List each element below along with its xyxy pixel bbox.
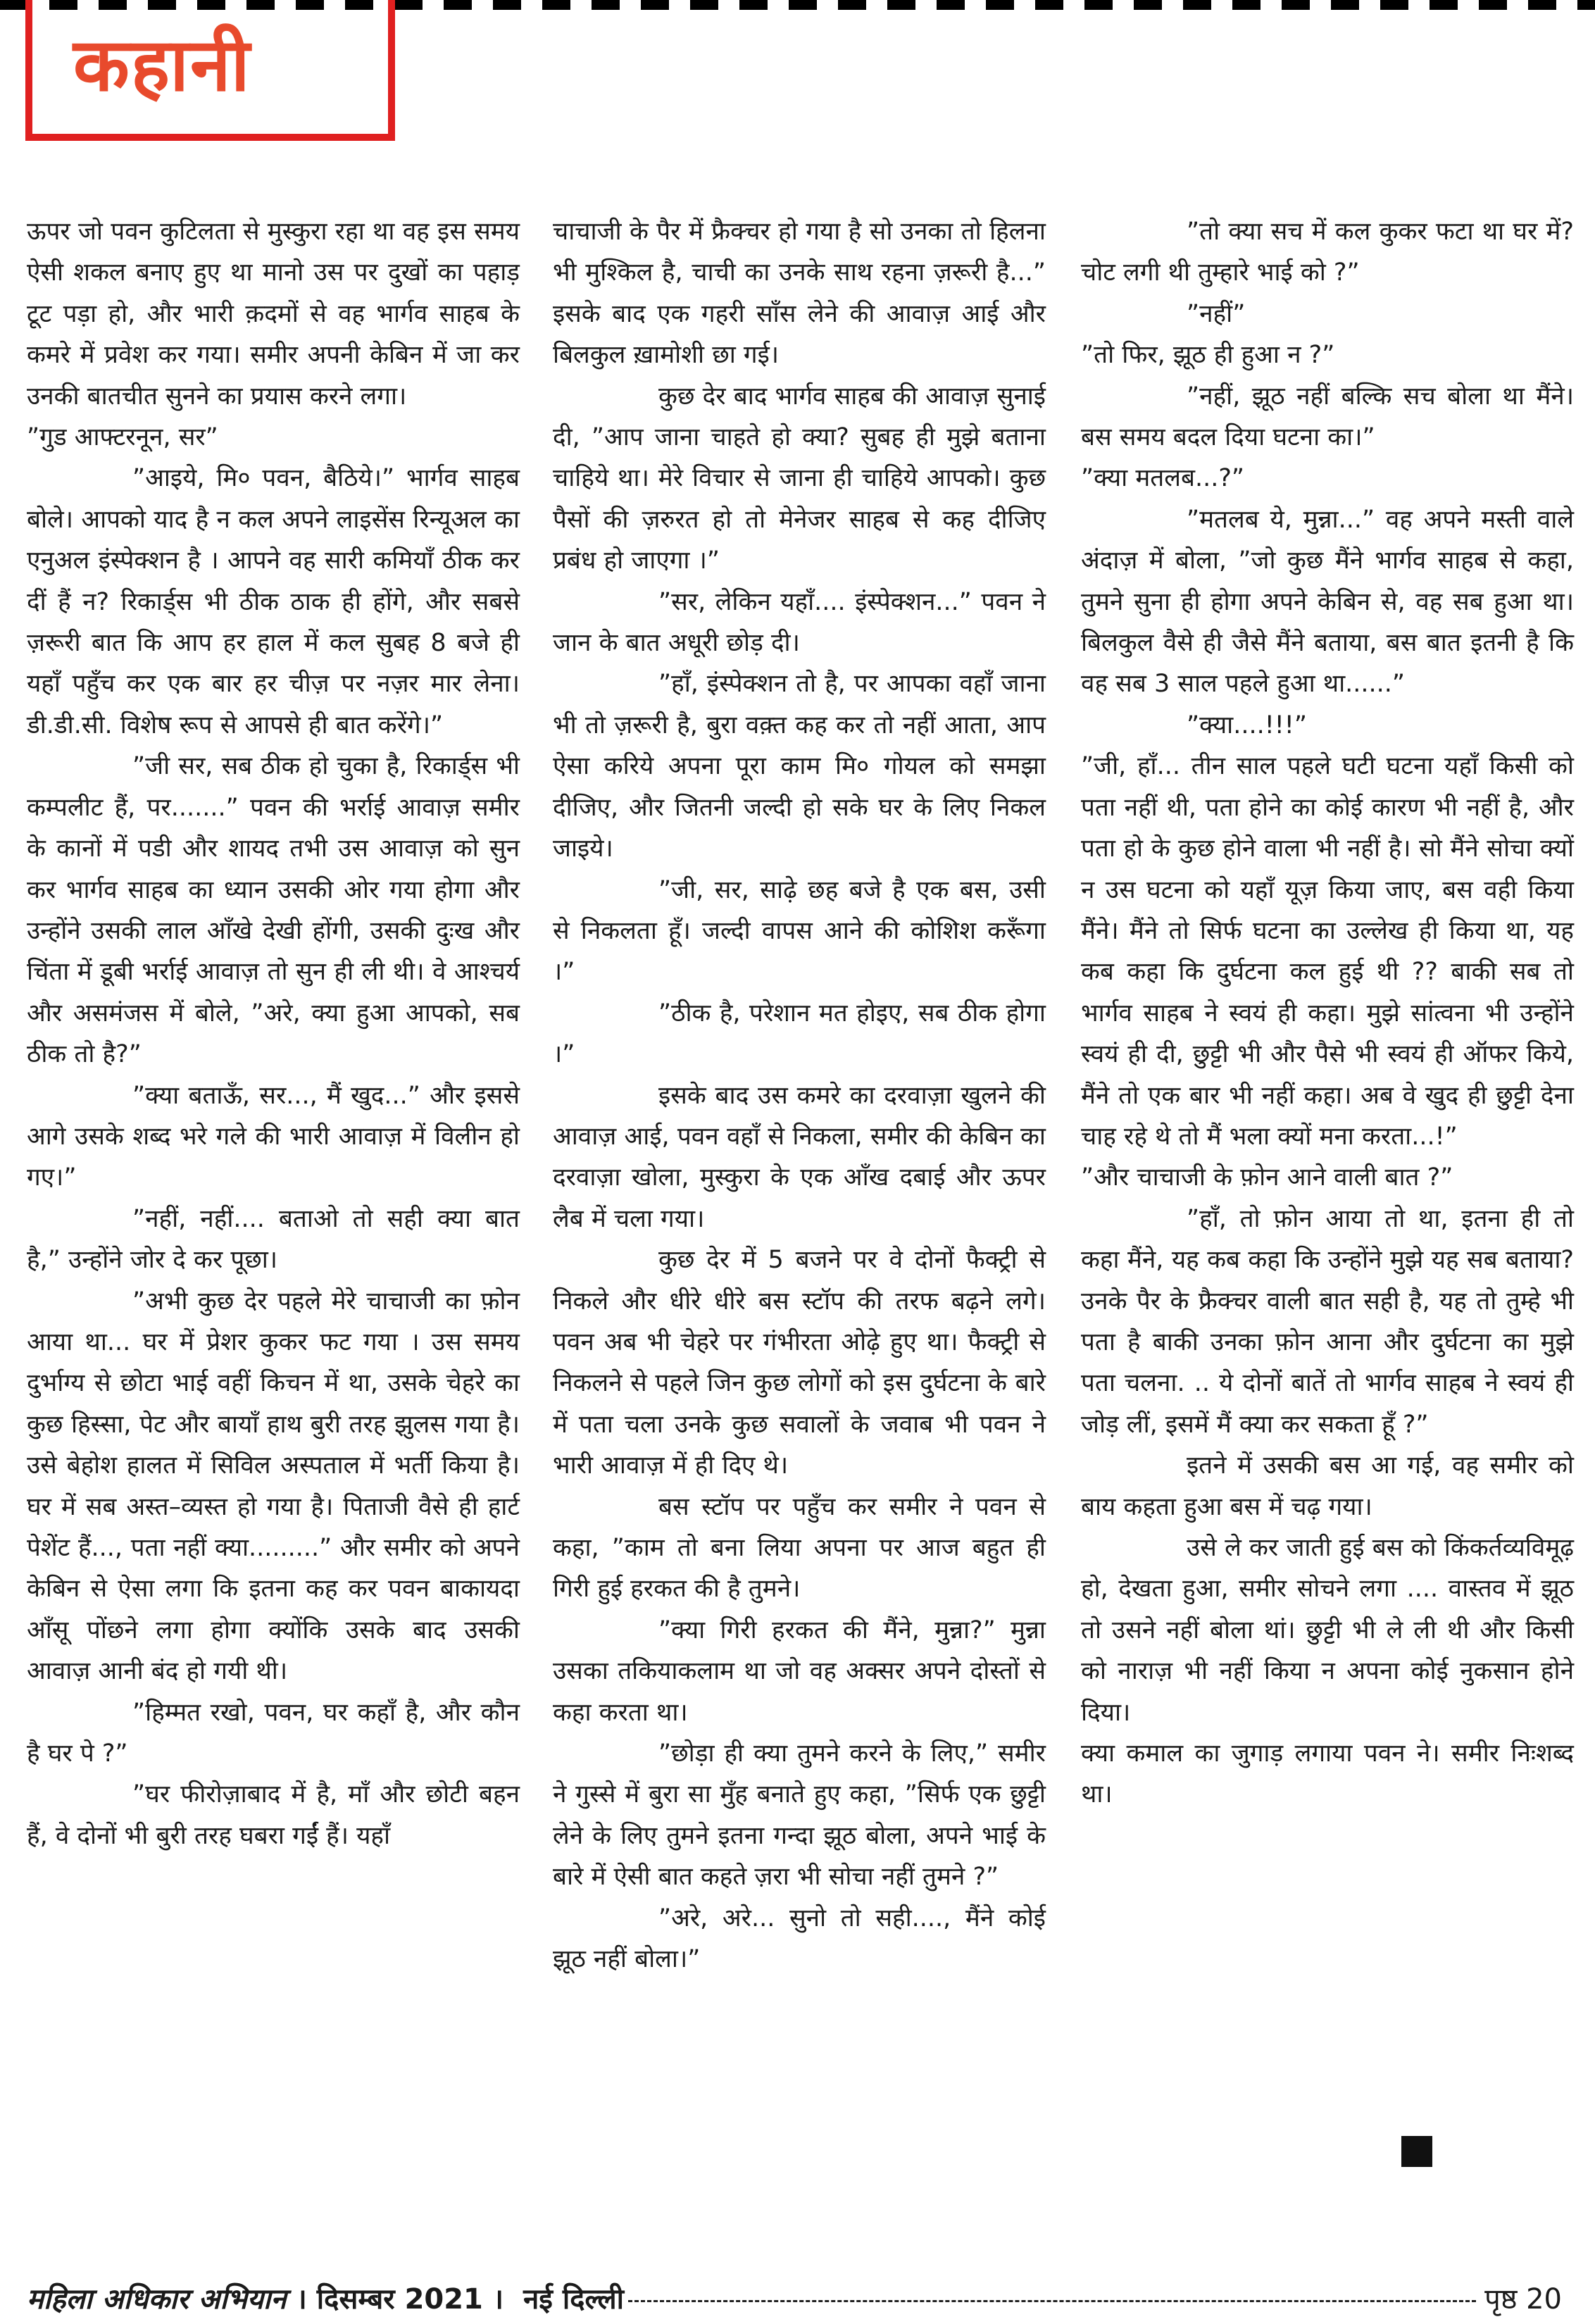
paragraph: ऊपर जो पवन कुटिलता से मुस्कुरा रहा था वह इस समय ऐसी शकल बनाए हुए था मानो उस पर दुखों का पहाड़ टूट पड़ा हो, और भारी क़दमों से वह भार्गव साहब के कमरे में प्रवेश कर गया। समीर अपनी केबिन में जा कर उनकी बातचीत सुनने का प्रयास करने लगा। xyxy=(27,218,520,411)
paragraph: ”क्या गिरी हरकत की मैंने, मुन्ना?” मुन्ना उसका तकियाकलाम था जो वह अक्सर अपने दोस्तों से कहा करता था। xyxy=(553,1616,1046,1727)
paragraph: कुछ देर में 5 बजने पर वे दोनों फैक्ट्री से निकले और धीरे धीरे बस स्टॉप की तरफ बढ़ने लगे। पवन अब भी चेहरे पर गंभीरता ओढ़े हुए था। फैक्ट्री से निकलने से पहले जिन कुछ लोगों को इस दुर्घटना के बारे में पता चला उनके कुछ सवालों के जवाब भी पवन ने भारी आवाज़ में ही दिए थे। xyxy=(553,1246,1046,1480)
paragraph: ”क्या मतलब...?” xyxy=(1081,464,1245,493)
paragraph: ”नहीं, नहीं.... बताओ तो सही क्या बात है,” उन्होंने जोर दे कर पूछा। xyxy=(27,1204,520,1275)
paragraph: ”आइये, मि० पवन, बैठिये।” भार्गव साहब बोले। आपको याद है न कल अपने लाइसेंस रिन्यूअल का एनुअल इंस्पेक्शन है । आपने वह सारी कमियाँ ठीक कर दीं हैं न? रिकार्ड्स भी ठीक ठाक ही होंगे, और सबसे ज़रूरी बात कि आप हर हाल में कल सुबह 8 बजे ही यहाँ पहुँच कर एक बार हर चीज़ पर नज़र मार लेना। डी.डी.सी. विशेष रूप से आपसे ही बात करेंगे।” xyxy=(27,464,520,739)
paragraph: ”घर फीरोज़ाबाद में है, माँ और छोटी बहन हैं, वे दोनों भी बुरी तरह घबरा गईं हैं। यहाँ xyxy=(27,1780,520,1850)
text-column-3 xyxy=(1081,211,1574,1816)
footer-separator: । xyxy=(296,2283,307,2316)
footer-rule xyxy=(628,2300,1476,2302)
paragraph: उसे ले कर जाती हुई बस को किंकर्तव्यविमूढ़ हो, देखता हुआ, समीर सोचने लगा .... वास्तव में झूठ तो उसने नहीं बोला थां। छुट्टी भी ले ली थी और किसी को नाराज़ भी नहीं किया न अपना कोई नुकसान होने दिया। xyxy=(1081,1534,1574,1727)
paragraph: बस स्टॉप पर पहुँच कर समीर ने पवन से कहा, ”काम तो बना लिया अपना पर आज बहुत ही गिरी हुई हरकत की है तुमने। xyxy=(553,1492,1046,1604)
paragraph: ”और चाचाजी के फ़ोन आने वाली बात ?” xyxy=(1081,1163,1453,1192)
paragraph: ”तो फिर, झूठ ही हुआ न ?” xyxy=(1081,341,1335,370)
paragraph: ”अरे, अरे... सुनो तो सही...., मैंने कोई झूठ नहीं बोला।” xyxy=(553,1904,1046,1974)
paragraph: ”जी, सर, साढ़े छह बजे है एक बस, उसी से निकलता हूँ। जल्दी वापस आने की कोशिश करूँगा ।” xyxy=(553,875,1046,987)
paragraph: ”हाँ, तो फ़ोन आया तो था, इतना ही तो कहा मैंने, यह कब कहा कि उन्होंने मुझे यह सब बताया? उनके पैर के फ्रैक्चर वाली बात सही है, यह तो तुम्हे भी पता है बाकी उनका फ़ोन आना और दुर्घटना का मुझे पता चलना. .. ये दोनों बातें तो भार्गव साहब ने स्वयं ही जोड़ लीं, इसमें मैं क्या कर सकता हूँ ?” xyxy=(1081,1204,1574,1439)
paragraph: ”नहीं” xyxy=(1187,299,1246,328)
paragraph: इतने में उसकी बस आ गई, वह समीर को बाय कहता हुआ बस में चढ़ गया। xyxy=(1081,1451,1574,1521)
paragraph: चाचाजी के पैर में फ्रैक्चर हो गया है सो उनका तो हिलना भी मुश्किल है, चाची का उनके साथ रहना ज़रूरी है...” इसके बाद एक गहरी साँस लेने की आवाज़ आई और बिलकुल ख़ामोशी छा गई। xyxy=(553,218,1046,370)
footer-date: दिसम्बर 2021 xyxy=(316,2283,483,2316)
paragraph: ”छोड़ा ही क्या तुमने करने के लिए,” समीर ने गुस्से में बुरा सा मुँह बनाते हुए कहा, ”सिर्फ एक छुट्टी लेने के लिए तुमने इतना गन्दा झूठ बोला, अपने भाई के बारे में ऐसी बात कहते ज़रा भी सोचा नहीं तुमने ?” xyxy=(553,1739,1046,1892)
paragraph: ”हाँ, इंस्पेक्शन तो है, पर आपका वहाँ जाना भी तो ज़रूरी है, बुरा वक़्त कह कर तो नहीं आता, आप ऐसा करिये अपना पूरा काम मि० गोयल को समझा दीजिए, और जितनी जल्दी हो सके घर के लिए निकल जाइये। xyxy=(553,670,1046,863)
section-title: कहानी xyxy=(73,22,251,108)
paragraph: ”तो क्या सच में कल कुकर फटा था घर में? चोट लगी थी तुम्हारे भाई को ?” xyxy=(1081,218,1574,287)
footer-separator-2: । xyxy=(492,2283,504,2316)
paragraph: ”क्या बताऊँ, सर..., मैं खुद...” और इससे आगे उसके शब्द भरे गले की भारी आवाज़ में विलीन हो गए।” xyxy=(27,1081,520,1192)
paragraph: इसके बाद उस कमरे का दरवाज़ा खुलने की आवाज़ आई, पवन वहाँ से निकला, समीर की केबिन का दरवाज़ा खोला, मुस्कुरा के एक आँख दबाई और ऊपर लैब में चला गया। xyxy=(553,1081,1046,1233)
paragraph: ”गुड आफ्टरनून, सर” xyxy=(27,423,218,452)
footer-city: नई दिल्ली xyxy=(523,2283,624,2316)
footer-publication: महिला अधिकार अभियान xyxy=(27,2283,287,2316)
paragraph: ”जी, हाँ... तीन साल पहले घटी घटना यहाँ किसी को पता नहीं थी, पता होने का कोई कारण भी नहीं है, और पता हो के कुछ होने वाला भी नहीं है। सो मैंने सोचा क्यों न उस घटना को यहाँ यूज़ किया जाए, बस वही किया मैंने। मैंने तो सिर्फ घटना का उल्लेख ही किया था, यह कब कहा कि दुर्घटना कल हुई थी ?? बाकी सब तो भार्गव साहब ने स्वयं ही कहा। मुझे सांत्वना भी उन्होंने स्वयं ही दी, छुट्टी भी और पैसे भी स्वयं ही ऑफर किये, मैंने तो एक बार भी नहीं कहा। अब वे खुद ही छुट्टी देना चाह रहे थे तो मैं भला क्यों मना करता...!” xyxy=(1081,752,1574,1151)
paragraph: ”हिम्मत रखो, पवन, घर कहाँ है, और कौन है घर पे ?” xyxy=(27,1698,520,1768)
paragraph: ”सर, लेकिन यहाँ.... इंस्पेक्शन...” पवन ने जान के बात अधूरी छोड़ दी। xyxy=(553,587,1046,658)
paragraph: ”क्या....!!!” xyxy=(1187,711,1307,739)
paragraph: ”मतलब ये, मुन्ना...” वह अपने मस्ती वाले अंदाज़ में बोला, ”जो कुछ मैंने भार्गव साहब से कहा, तुमने सुना ही होगा अपने केबिन से, वह सब हुआ था। बिलकुल वैसे ही जैसे मैंने बताया, बस बात इतनी है कि वह सब 3 साल पहले हुआ था......” xyxy=(1081,505,1574,699)
paragraph: ”जी सर, सब ठीक हो चुका है, रिकार्ड्स भी कम्पलीट हैं, पर.......” पवन की भर्राई आवाज़ समीर के कानों में पडी और शायद तभी उस आवाज़ को सुन कर भार्गव साहब का ध्यान उसकी ओर गया होगा और उन्होंने उसकी लाल आँखे देखी होंगी, उसकी दुःख और चिंता में डूबी भर्राई आवाज़ तो सुन ही ली थी। वे आश्चर्य और असमंजस में बोले, ”अरे, क्या हुआ आपको, सब ठीक तो है?” xyxy=(27,752,520,1069)
paragraph: ”ठीक है, परेशान मत होइए, सब ठीक होगा ।” xyxy=(553,999,1046,1069)
paragraph: क्या कमाल का जुगाड़ लगाया पवन ने। समीर निःशब्द था। xyxy=(1081,1739,1574,1809)
paragraph: ”अभी कुछ देर पहले मेरे चाचाजी का फ़ोन आया था... घर में प्रेशर कुकर फट गया । उस समय दुर्भाग्य से छोटा भाई वहीं किचन में था, उसके चेहरे का कुछ हिस्सा, पेट और बायाँ हाथ बुरी तरह झुलस गया है। उसे बेहोश हालत में सिविल अस्पताल में भर्ती किया है। घर में सब अस्त–व्यस्त हो गया है। पिताजी वैसे ही हार्ट पेशेंट हैं..., पता नहीं क्या.........” और समीर को अपने केबिन से ऐसा लगा कि इतना कह कर पवन बाकायदा आँसू पोंछने लगा होगा क्योंकि उसके बाद उसकी आवाज़ आनी बंद हो गयी थी। xyxy=(27,1287,520,1686)
story-end-mark xyxy=(1401,2136,1432,2167)
footer-page-number: पृष्ठ 20 xyxy=(1484,2283,1562,2316)
text-column-2 xyxy=(553,211,1046,1980)
paragraph: ”नहीं, झूठ नहीं बल्कि सच बोला था मैंने। बस समय बदल दिया घटना का।” xyxy=(1081,382,1574,452)
page-footer xyxy=(27,2282,1562,2317)
text-column-1 xyxy=(27,211,520,1856)
paragraph: कुछ देर बाद भार्गव साहब की आवाज़ सुनाई दी, ”आप जाना चाहते हो क्या? सुबह ही मुझे बताना चाहिये था। मेरे विचार से जाना ही चाहिये आपको। कुछ पैसों की ज़रुरत हो तो मेनेजर साहब से कह दीजिए प्रबंध हो जाएगा ।” xyxy=(553,382,1046,575)
